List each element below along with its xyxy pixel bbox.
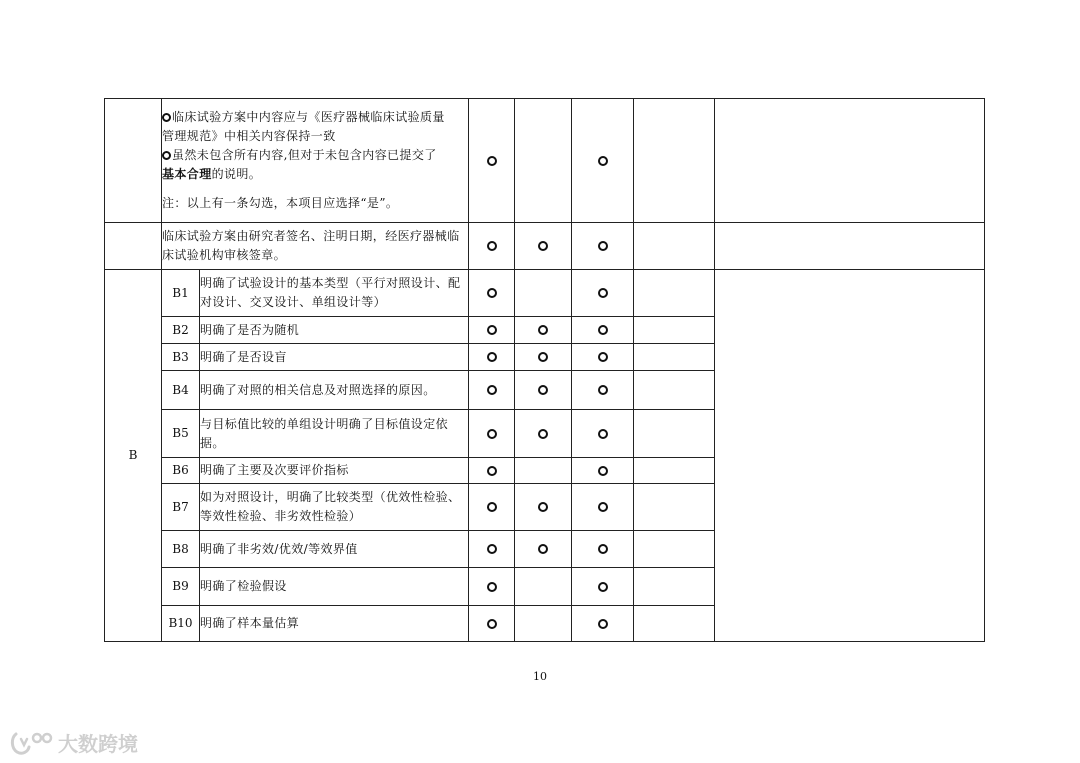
mark-cell [515,223,572,270]
circle-mark-icon [598,288,608,298]
mark-cell [469,568,515,606]
mark-cell [469,99,515,223]
item-text: 如为对照设计，明确了比较类型（优效性检验、等效性检验、非劣效性检验） [200,484,469,531]
mark-cell [469,606,515,642]
criteria-line: 管理规范》中相关内容保持一致 [162,129,336,143]
mark-cell [572,458,634,484]
mark-cell [572,317,634,344]
item-text: 明确了是否设盲 [200,344,469,371]
mark-cell [572,371,634,410]
mark-cell [515,99,572,223]
empty-cell [105,223,162,270]
mark-cell [572,270,634,317]
circle-mark-icon [487,385,497,395]
item-code: B2 [162,317,200,344]
item-text: 明确了主要及次要评价指标 [200,458,469,484]
empty-cell [634,223,715,270]
item-text: 与目标值比较的单组设计明确了目标值设定依据。 [200,410,469,458]
item-text: 明确了是否为随机 [200,317,469,344]
circle-mark-icon [598,544,608,554]
circle-mark-icon [538,325,548,335]
table-row [105,270,985,317]
circle-mark-icon [487,466,497,476]
circle-mark-icon [487,352,497,362]
criteria-text-cell [162,99,469,223]
circle-mark-icon [538,352,548,362]
mark-cell [469,317,515,344]
circle-mark-icon [598,466,608,476]
item-text: 明确了检验假设 [200,568,469,606]
empty-cell [634,568,715,606]
circle-mark-icon [487,582,497,592]
criteria-text-cell: 临床试验方案由研究者签名、注明日期，经医疗器械临床试验机构审核签章。 [162,223,469,270]
circle-mark-icon [487,241,497,251]
empty-cell [105,99,162,223]
mark-cell [572,223,634,270]
mark-cell [515,531,572,568]
table-row [105,223,985,270]
circle-mark-icon [598,429,608,439]
item-text: 明确了试验设计的基本类型（平行对照设计、配对设计、交叉设计、单组设计等） [200,270,469,317]
table-row [105,99,985,223]
mark-cell [515,410,572,458]
item-text: 明确了样本量估算 [200,606,469,642]
mark-cell [572,531,634,568]
mark-cell [572,606,634,642]
circle-mark-icon [598,352,608,362]
item-code: B6 [162,458,200,484]
mark-cell [469,484,515,531]
remarks-cell [715,223,985,270]
mark-cell [572,99,634,223]
item-text: 明确了非劣效/优效/等效界值 [200,531,469,568]
mark-cell [572,344,634,371]
circle-mark-icon [598,502,608,512]
empty-cell [634,458,715,484]
section-label: B [105,270,162,642]
circle-mark-icon [487,288,497,298]
circle-mark-icon [487,325,497,335]
mark-cell [515,344,572,371]
item-text: 明确了对照的相关信息及对照选择的原因。 [200,371,469,410]
item-code: B8 [162,531,200,568]
criteria-line: 临床试验方案中内容应与《医疗器械临床试验质量 [162,108,468,127]
empty-cell [634,484,715,531]
circle-mark-icon [487,429,497,439]
circle-mark-icon [538,241,548,251]
mark-cell [572,568,634,606]
criteria-line: 虽然未包含所有内容,但对于未包含内容已提交了 [162,146,468,165]
mark-cell [515,606,572,642]
mark-cell [469,371,515,410]
circle-mark-icon [487,156,497,166]
remarks-cell [715,99,985,223]
empty-cell [634,531,715,568]
mark-cell [515,270,572,317]
circle-mark-icon [598,385,608,395]
mark-cell [515,568,572,606]
watermark [10,728,138,757]
empty-cell [634,99,715,223]
watermark-logo-icon [10,730,54,756]
item-code: B1 [162,270,200,317]
item-code: B7 [162,484,200,531]
criteria-line: 基本合理的说明。 [162,167,262,181]
circle-mark-icon [487,619,497,629]
mark-cell [469,458,515,484]
circle-mark-icon [598,619,608,629]
empty-cell [634,606,715,642]
bullet-circle-icon [162,113,171,122]
circle-mark-icon [598,325,608,335]
mark-cell [515,458,572,484]
circle-mark-icon [487,502,497,512]
empty-cell [634,270,715,317]
bullet-circle-icon [162,151,171,160]
circle-mark-icon [538,385,548,395]
empty-cell [634,344,715,371]
criteria-note: 注：以上有一条勾选，本项目应选择“是”。 [162,196,399,210]
mark-cell [515,317,572,344]
bold-phrase: 基本合理 [162,167,212,181]
circle-mark-icon [598,241,608,251]
item-code: B3 [162,344,200,371]
circle-mark-icon [598,582,608,592]
mark-cell [469,344,515,371]
item-code: B10 [162,606,200,642]
item-code: B9 [162,568,200,606]
watermark-text: 大数跨境 [58,732,138,756]
circle-mark-icon [487,544,497,554]
circle-mark-icon [538,429,548,439]
mark-cell [572,484,634,531]
mark-cell [469,410,515,458]
item-code: B5 [162,410,200,458]
mark-cell [469,223,515,270]
circle-mark-icon [598,156,608,166]
circle-mark-icon [538,502,548,512]
mark-cell [572,410,634,458]
page-number: 10 [533,670,547,683]
empty-cell [634,371,715,410]
mark-cell [515,371,572,410]
item-code: B4 [162,371,200,410]
circle-mark-icon [538,544,548,554]
mark-cell [469,531,515,568]
mark-cell [469,270,515,317]
review-checklist-table [104,98,985,642]
mark-cell [515,484,572,531]
empty-cell [634,410,715,458]
remarks-cell [715,270,985,642]
empty-cell [634,317,715,344]
